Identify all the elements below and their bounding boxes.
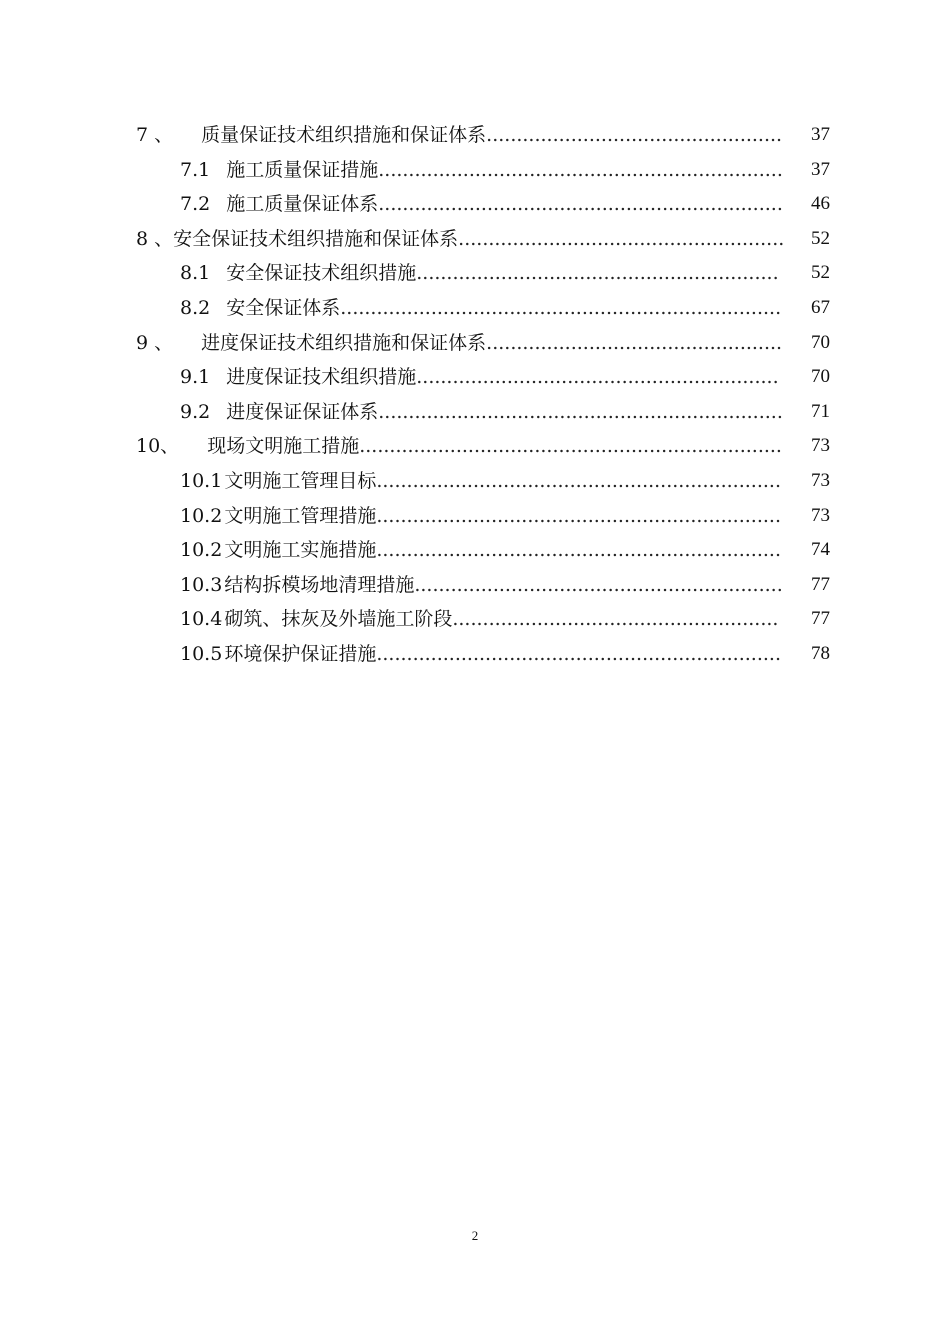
toc-entry-title: 结构拆模场地清理措施 xyxy=(224,573,415,596)
toc-entry-number: 10.3 xyxy=(180,573,223,596)
toc-entry-page: 78 xyxy=(811,642,830,664)
toc-entry-number: 8.2 xyxy=(180,296,211,319)
toc-leader-dots: ............................................................ xyxy=(416,262,779,285)
toc-entry-number: 7 、 xyxy=(136,124,174,146)
toc-entry-page: 67 xyxy=(811,296,830,318)
toc-leader-dots: ................................................................... xyxy=(376,642,781,665)
toc-leader-dots: ...................................................... xyxy=(452,608,779,631)
toc-leader-dots: ................................................. xyxy=(486,124,783,146)
toc-entry-title: 进度保证技术组织措施和保证体系 xyxy=(201,331,487,354)
toc-entry-page: 46 xyxy=(811,193,830,215)
toc-leader-dots: ............................................................. xyxy=(414,573,783,596)
toc-entry-page: 73 xyxy=(811,504,830,526)
page-number: 2 xyxy=(471,1228,479,1243)
toc-entry-title: 文明施工管理目标 xyxy=(224,469,377,492)
toc-leader-dots: ......................................................................... xyxy=(340,296,782,319)
toc-entry-page: 74 xyxy=(811,539,830,561)
toc-entry-title: 文明施工实施措施 xyxy=(224,539,377,562)
toc-leader-dots: ................................................................... xyxy=(378,193,783,216)
toc-entry-number: 9.2 xyxy=(180,400,211,423)
toc-entry-title: 砌筑、抹灰及外墙施工阶段 xyxy=(224,608,453,631)
toc-entry-page: 73 xyxy=(811,469,830,491)
toc-entry-page: 37 xyxy=(811,124,830,145)
toc-leader-dots: ...................................................... xyxy=(458,227,784,250)
toc-entry-title: 进度保证技术组织措施 xyxy=(226,366,417,389)
toc-entry-page: 70 xyxy=(811,331,830,353)
toc-entry-title: 环境保护保证措施 xyxy=(224,642,377,665)
toc-entry-title: 安全保证体系 xyxy=(226,296,341,319)
toc-entry-page: 52 xyxy=(811,262,830,284)
toc-entry-title: 安全保证技术组织措施 xyxy=(226,262,417,285)
toc-entry-number: 10.1 xyxy=(180,469,223,492)
toc-entry[interactable] xyxy=(136,602,830,637)
toc-entry[interactable] xyxy=(136,118,830,153)
table-of-contents xyxy=(136,118,830,672)
toc-entry-number: 9.1 xyxy=(180,366,211,389)
toc-entry-number: 7.1 xyxy=(180,158,211,181)
toc-entry-page: 73 xyxy=(811,435,830,457)
toc-leader-dots: ................................................................... xyxy=(376,539,781,562)
toc-entry-number: 10、 xyxy=(136,435,180,458)
toc-entry-number: 10.4 xyxy=(180,608,223,631)
toc-entry[interactable] xyxy=(136,499,830,534)
toc-entry-number: 10.2 xyxy=(180,504,223,527)
toc-entry[interactable] xyxy=(136,256,830,291)
toc-entry-page: 37 xyxy=(811,158,830,180)
toc-entry-title: 安全保证技术组织措施和保证体系 xyxy=(173,227,459,250)
toc-entry-number: 7.2 xyxy=(180,193,211,216)
toc-leader-dots: ............................................................ xyxy=(416,366,779,389)
toc-entry[interactable] xyxy=(136,395,830,430)
toc-entry[interactable] xyxy=(136,291,830,326)
toc-entry[interactable] xyxy=(136,568,830,603)
toc-entry-title: 文明施工管理措施 xyxy=(224,504,377,527)
toc-leader-dots: ................................................................... xyxy=(376,469,781,492)
toc-entry[interactable] xyxy=(136,464,830,499)
toc-entry-page: 70 xyxy=(811,366,830,388)
toc-entry[interactable] xyxy=(136,187,830,222)
toc-entry-page: 77 xyxy=(811,608,830,630)
toc-entry-title: 现场文明施工措施 xyxy=(207,435,360,458)
toc-entry-number: 8 、 xyxy=(136,227,174,250)
toc-entry[interactable] xyxy=(136,429,830,464)
toc-entry[interactable] xyxy=(136,360,830,395)
toc-leader-dots: ................................................................... xyxy=(378,400,783,423)
toc-entry[interactable] xyxy=(136,326,830,361)
toc-entry[interactable] xyxy=(136,153,830,188)
toc-entry-title: 质量保证技术组织措施和保证体系 xyxy=(201,124,487,146)
toc-leader-dots: ...................................................................... xyxy=(359,435,782,458)
toc-leader-dots: ................................................................... xyxy=(376,504,781,527)
toc-entry-page: 71 xyxy=(811,400,830,422)
toc-entry-title: 施工质量保证措施 xyxy=(226,158,379,181)
toc-entry-title: 施工质量保证体系 xyxy=(226,193,379,216)
toc-entry[interactable] xyxy=(136,533,830,568)
toc-entry-number: 10.5 xyxy=(180,642,223,665)
toc-entry-page: 77 xyxy=(811,573,830,595)
toc-entry[interactable] xyxy=(136,637,830,672)
toc-entry-number: 9 、 xyxy=(136,331,174,354)
toc-entry-page: 52 xyxy=(811,227,830,249)
toc-entry-title: 进度保证保证体系 xyxy=(226,400,379,423)
toc-leader-dots: ................................................. xyxy=(486,331,783,354)
toc-entry[interactable] xyxy=(136,222,830,257)
toc-entry-number: 10.2 xyxy=(180,539,223,562)
toc-entry-number: 8.1 xyxy=(180,262,211,285)
toc-leader-dots: ................................................................... xyxy=(378,158,783,181)
